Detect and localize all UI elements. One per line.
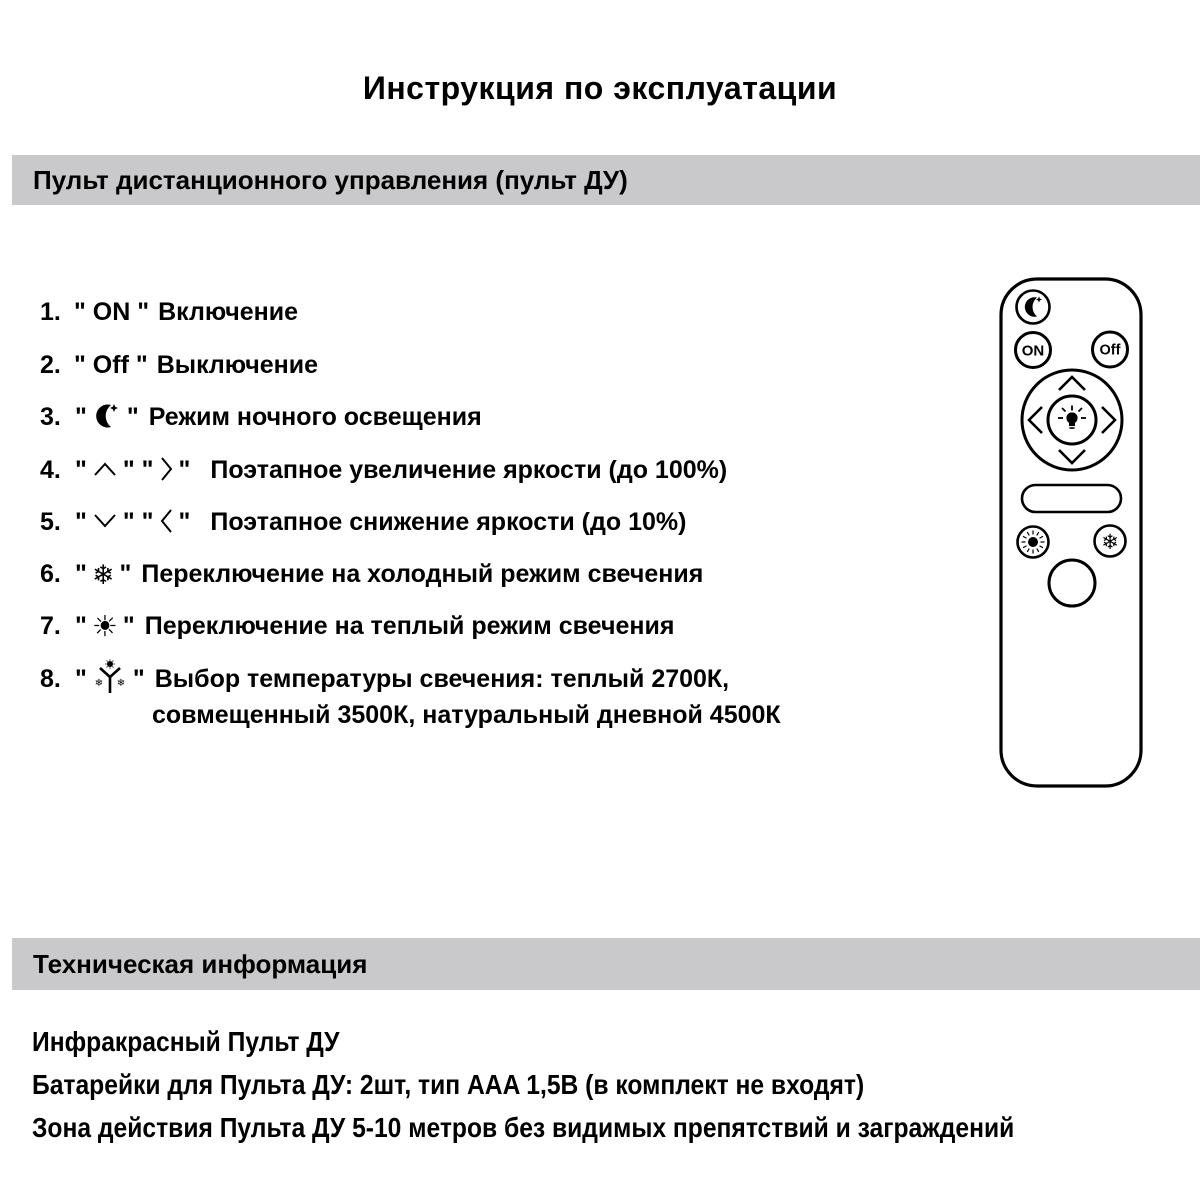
item-number: 7. [40, 612, 61, 640]
item-text: Переключение на холодный режим свечения [141, 560, 704, 588]
svg-text:Off: Off [1099, 342, 1121, 359]
item-number: 2. [40, 351, 61, 379]
tech-info-line: Зона действия Пульта ДУ 5-10 метров без видимых препятствий и заграждений [32, 1112, 1015, 1143]
item-text: Выключение [156, 351, 318, 379]
remote-warm-button [1018, 527, 1049, 558]
color-temperature-icon [92, 659, 128, 697]
svg-text:ON: ON [1021, 342, 1045, 360]
item-text: Переключение на теплый режим свечения [144, 612, 675, 640]
svg-text:❄: ❄ [116, 678, 126, 689]
item-number: 3. [40, 403, 61, 431]
key-label: " ON " [74, 298, 150, 326]
item-text: Поэтапное снижение яркости (до 10%) [210, 508, 687, 536]
item-text: Поэтапное увеличение яркости (до 100%) [210, 456, 728, 484]
section-header-tech [12, 938, 1200, 990]
chevron-right-icon [159, 455, 174, 483]
list-item-cold-mode: 6. " ❄ " Переключение на холодный режим свечения [40, 560, 704, 591]
item-text: Включение [158, 298, 299, 326]
svg-text:❄: ❄ [1101, 530, 1119, 554]
snowflake-icon: ❄ [91, 560, 115, 591]
item-text-line2: совмещенный 3500К, натуральный дневной 4500К [152, 701, 781, 729]
chevron-left-icon [159, 507, 174, 535]
chevron-down-icon [92, 513, 118, 529]
svg-text:❄: ❄ [94, 678, 104, 689]
sun-icon: ☀ [91, 609, 118, 643]
list-item-on [40, 296, 298, 329]
section-header-remote [12, 155, 1200, 205]
item-number: 1. [40, 298, 61, 326]
section-header-tech-label: Техническая информация [33, 949, 368, 979]
list-item-color-temperature: 8. " ❄ ❄ " Выбор температуры свечения: теплый 2700К, совмещенный 3500К, натуральный дневной 4500К [40, 661, 781, 732]
key-label: " Off " [74, 351, 148, 379]
section-header-remote-label: Пульт дистанционного управления (пульт ДУ) [33, 165, 628, 195]
item-number: 5. [40, 508, 61, 536]
item-number: 4. [40, 456, 61, 484]
list-item-night-mode: 3. " " Режим ночного освещения [40, 401, 482, 434]
list-item-brightness-up: 4. " " " " Поэтапное увеличение яркости (до 100%) [40, 454, 727, 487]
list-item-warm-mode: 7. " ☀ " Переключение на теплый режим свечения [40, 609, 675, 643]
tech-info-line: Батарейки для Пульта ДУ: 2шт, тип AAA 1,5В (в комплект не входят) [32, 1069, 865, 1100]
page-title: Инструкция по эксплуатации [362, 70, 838, 106]
item-text: Режим ночного освещения [148, 403, 482, 431]
tech-info-line: Инфракрасный Пульт ДУ [32, 1026, 340, 1057]
item-text-line1: Выбор температуры свечения: теплый 2700К, [154, 664, 730, 693]
item-number: 8. [40, 664, 61, 693]
remote-control-diagram [998, 277, 1146, 791]
item-number: 6. [40, 560, 61, 588]
list-item-off [40, 349, 318, 382]
chevron-up-icon [92, 461, 118, 477]
moon-icon [92, 401, 122, 431]
list-item-brightness-down: 5. " " " " Поэтапное снижение яркости (до 10%) [40, 506, 686, 539]
